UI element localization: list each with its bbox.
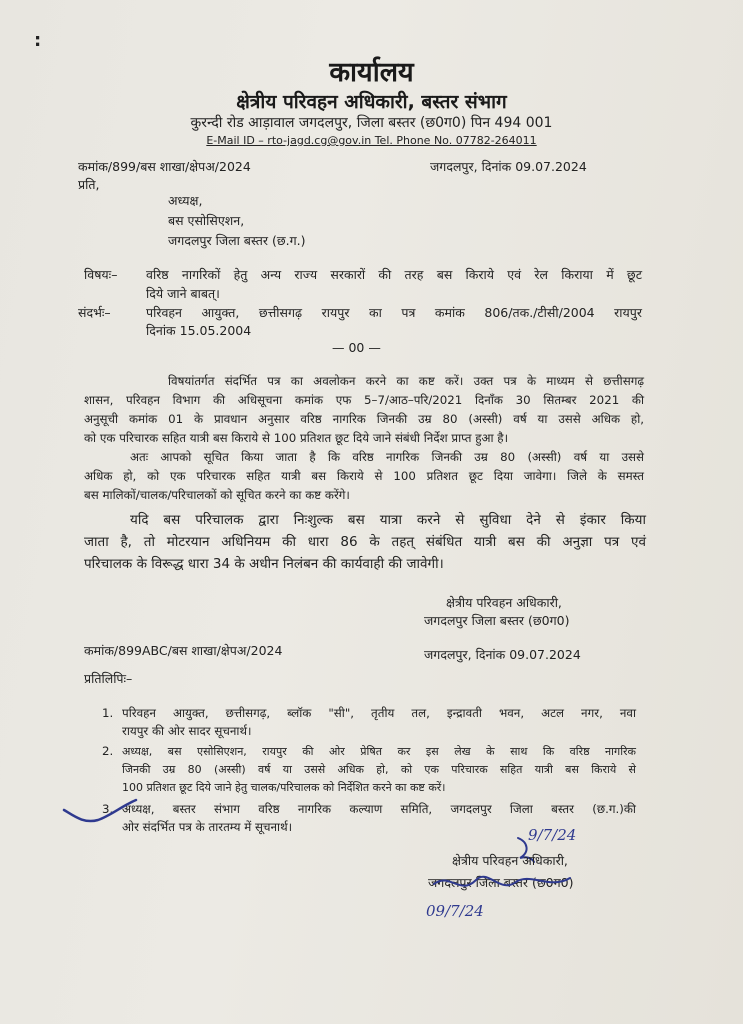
corner-mark: : bbox=[34, 30, 42, 51]
copy-label: प्रतिलिपिः– bbox=[84, 671, 133, 686]
body-p3-line-3: परिचालक के विरूद्ध धारा 34 के अधीन निलंबन की कार्यवाही की जावेगी। bbox=[84, 556, 444, 572]
copy-item-3-line-2: ओर संदर्भित पत्र के तारतम्य में सूचनार्थ। bbox=[122, 820, 293, 834]
copy-item-2-line-1: अध्यक्ष, बस एसोसिएशन, रायपुर की ओर प्रेषित कर इस लेख के साथ कि वरिष्ठ नागरिक bbox=[122, 745, 636, 758]
body-p1-line-4: को एक परिचारक सहित यात्री बस किराये से 100 प्रतिशत छूट दिये जाने संबंधी निर्देश प्राप्त हुआ है। bbox=[84, 431, 509, 445]
reference-label: संदर्भः– bbox=[78, 305, 111, 320]
handwritten-signature bbox=[430, 866, 650, 906]
copy-item-2-line-2: जिनकी उम्र 80 (अस्सी) वर्ष या उससे अधिक हो, को एक परिचारक सहित यात्री बस किराये से bbox=[122, 763, 636, 776]
body-p3-line-2: जाता है, तो मोटरयान अधिनियम की धारा 86 के तहत् संबंधित यात्री बस की अनुज्ञा पत्र एवं bbox=[84, 534, 646, 550]
reference-line-1: परिवहन आयुक्त, छत्तीसगढ़ रायपुर का पत्र कमांक 806/तक./टीसी/2004 रायपुर bbox=[146, 305, 642, 320]
reference-line-2: दिनांक 15.05.2004 bbox=[146, 323, 252, 338]
signature-2-location: जगदलपुर जिला बस्तर (छ0ग0) bbox=[428, 875, 574, 890]
copy-item-2-number: 2. bbox=[102, 744, 114, 758]
body-p2-line-3: बस मालिकों/चालक/परिचालकों को सूचित करने का कष्ट करेंगे। bbox=[84, 488, 350, 502]
handwritten-initials-date: 9/7/24 bbox=[528, 826, 577, 844]
copy-item-1-number: 1. bbox=[102, 706, 114, 720]
letter-number: कमांक/899/बस शाखा/क्षेपअ/2024 bbox=[78, 159, 251, 174]
body-p2-line-2: अधिक हो, को एक परिचारक सहित यात्री बस किराये से 100 प्रतिशत छूट दिया जावेगा। जिले के समस्त bbox=[84, 469, 644, 483]
officer-title: क्षेत्रीय परिवहन अधिकारी, बस्तर संभाग bbox=[236, 91, 507, 113]
signature-1-location: जगदलपुर जिला बस्तर (छ0ग0) bbox=[424, 613, 570, 628]
subject-line-2: दिये जाने बाबत्। bbox=[146, 286, 220, 301]
office-address: कुरन्दी रोड आड़ावाल जगदलपुर, जिला बस्तर (छ0ग0) पिन 494 001 bbox=[190, 115, 553, 131]
addressee-line-1: अध्यक्ष, bbox=[168, 193, 203, 208]
body-p1-line-2: शासन, परिवहन विभाग की अधिसूचना कमांक एफ 5–7/आठ–परि/2021 दिनाँक 30 सितम्बर 2021 की bbox=[84, 393, 644, 407]
body-p3-line-1: यदि बस परिचालक द्वारा निःशुल्क बस यात्रा करने से सुविधा देने से इंकार किया bbox=[130, 512, 646, 528]
signature-1-designation: क्षेत्रीय परिवहन अधिकारी, bbox=[446, 595, 562, 610]
copy-item-1-line-2: रायपुर की ओर सादर सूचनार्थ। bbox=[122, 724, 252, 738]
body-p1-line-3: अनुसूची कमांक 01 के प्रावधान अनुसार वरिष्ठ नागरिक जिनकी उम्र 80 (अस्सी) वर्ष या उससे अधिक हो, bbox=[84, 412, 644, 426]
subject-label: विषयः– bbox=[84, 267, 118, 282]
handwritten-bottom-date: 09/7/24 bbox=[426, 902, 484, 920]
letter-place-date: जगदलपुर, दिनांक 09.07.2024 bbox=[430, 159, 587, 174]
office-title: कार्यालय bbox=[329, 57, 414, 88]
copy-item-3-number: 3. bbox=[102, 802, 114, 816]
copy-item-2-line-3: 100 प्रतिशत छूट दिये जाने हेतु चालक/परिचालक को निर्देशित करने का कष्ट करें। bbox=[122, 781, 446, 794]
copy-item-3-line-1: अध्यक्ष, बस्तर संभाग वरिष्ठ नागरिक कल्याण समिति, जगदलपुर जिला बस्तर (छ.ग.)की bbox=[122, 802, 636, 816]
copy-letter-number: कमांक/899ABC/बस शाखा/क्षेपअ/2024 bbox=[84, 643, 283, 658]
addressee-line-2: बस एसोसिएशन, bbox=[168, 213, 245, 228]
copy-letter-place-date: जगदलपुर, दिनांक 09.07.2024 bbox=[424, 647, 581, 662]
body-p2-line-1: अतः आपको सूचित किया जाता है कि वरिष्ठ नागरिक जिनकी उम्र 80 (अस्सी) वर्ष या उससे bbox=[130, 450, 644, 464]
copy-item-1-line-1: परिवहन आयुक्त, छत्तीसगढ़, ब्लॉक "सी", तृतीय तल, इन्द्रावती भवन, अटल नगर, नवा bbox=[122, 706, 636, 720]
signature-2-designation: क्षेत्रीय परिवहन अधिकारी, bbox=[452, 853, 568, 868]
addressee-line-3: जगदलपुर जिला बस्तर (छ.ग.) bbox=[168, 233, 306, 248]
handwritten-tick-mark bbox=[60, 790, 140, 830]
subject-line-1: वरिष्ठ नागरिकों हेतु अन्य राज्य सरकारों की तरह बस किराये एवं रेल किराया में छूट bbox=[146, 267, 642, 282]
office-contact: E-Mail ID – rto-jagd.cg@gov.in Tel. Phone No. 07782-264011 bbox=[206, 134, 537, 147]
prati-label: प्रति, bbox=[78, 177, 100, 192]
divider: — 00 — bbox=[332, 340, 381, 355]
body-p1-line-1: विषयांतर्गत संदर्भित पत्र का अवलोकन करने का कष्ट करें। उक्त पत्र के माध्यम से छत्तीसगढ़ bbox=[168, 374, 644, 388]
